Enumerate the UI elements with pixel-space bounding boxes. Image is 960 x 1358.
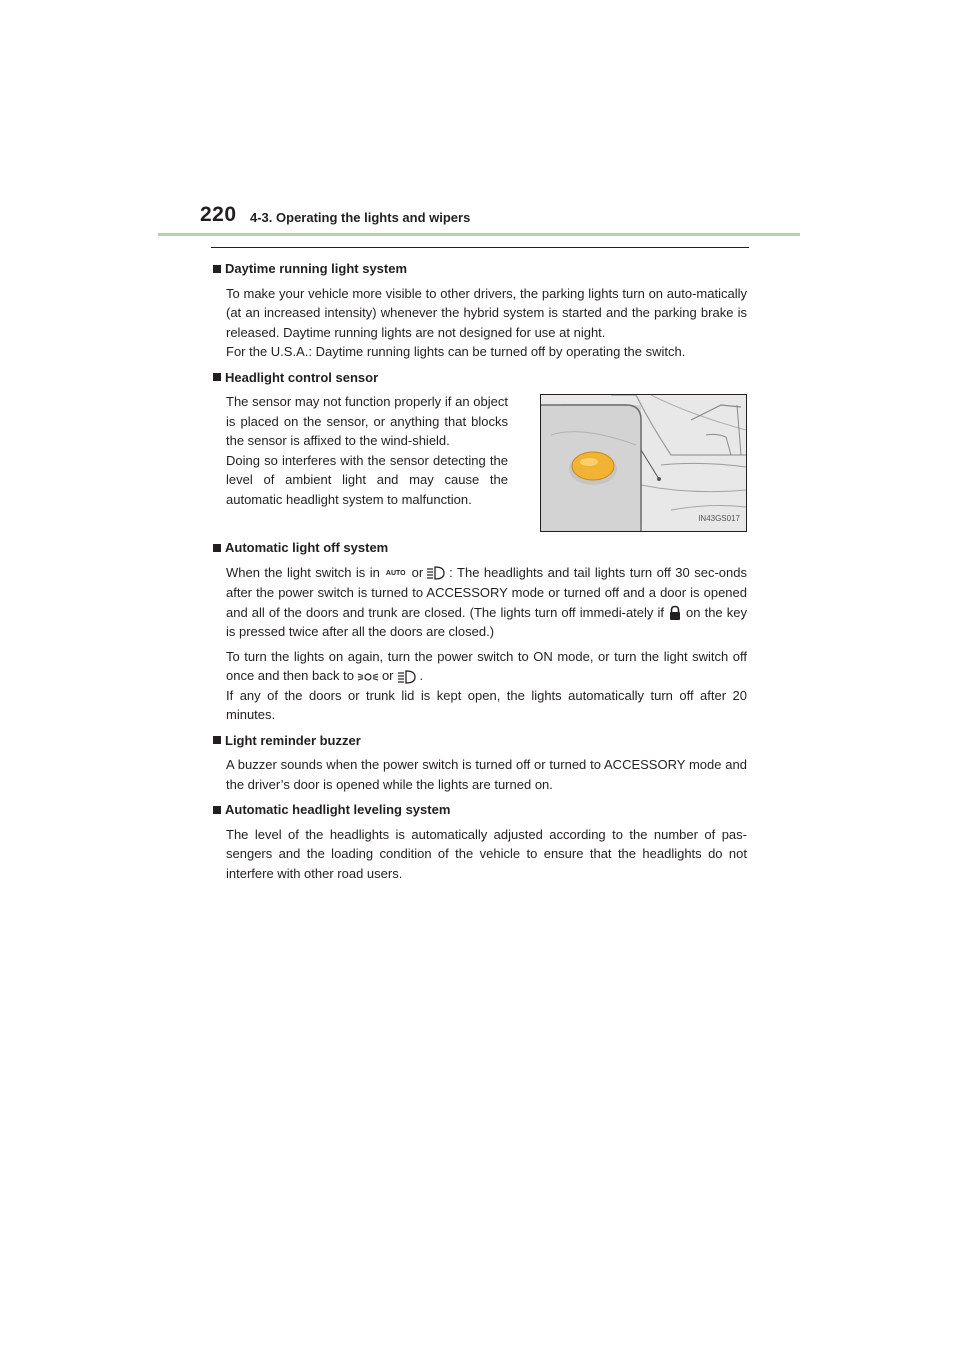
square-bullet-icon [213,806,221,814]
tail-light-icon [357,671,379,683]
section-automatic-headlight-leveling [213,800,747,883]
section-headlight-control-sensor [213,368,747,533]
section-heading: Daytime running light system [213,259,747,279]
section-heading: Automatic light off system [213,538,747,558]
header-rule [158,233,800,236]
figure-block [226,393,747,532]
lock-icon [667,605,683,621]
page-number: 220 [200,203,237,226]
paragraph: For the U.S.A.: Daytime running lights can be turned off by operating the switch. [226,344,686,359]
paragraph: When the light switch is in AUTO or : The headlights and tail lights turn off 30 sec-onds after the power switch is turned to ACCESSORY mode or turned off and a door is opened and all of the doors and trunk are closed. (The lights turn off immedi-ately if on the key is pressed twice after all the doors are closed.) [226,564,747,639]
square-bullet-icon [213,265,221,273]
paragraph: To make your vehicle more visible to other drivers, the parking lights turn on auto-matically (at an increased intensity) whenever the hybrid system is started and the parking brake is released. Daytime running lights are not designed for use at night. [226,285,747,340]
section-heading: Headlight control sensor [213,368,747,388]
section-light-reminder-buzzer [213,731,747,795]
paragraph: The sensor may not function properly if an object is placed on the sensor, or anything that blocks the sensor is affixed to the wind-shield. [226,394,508,448]
figure-code: IN43GS017 [698,513,740,523]
auto-light-icon: AUTO [385,569,406,577]
paragraph: Doing so interferes with the sensor detecting the level of ambient light and may cause the automatic headlight system to malfunction. [226,452,508,507]
section-heading: Automatic headlight leveling system [213,800,747,820]
square-bullet-icon [213,736,221,744]
section-heading: Light reminder buzzer [213,731,747,751]
square-bullet-icon [213,373,221,381]
section-automatic-light-off [213,538,747,725]
content-rule [211,247,749,248]
section-daytime-running-light [213,259,747,362]
section-title: 4-3. Operating the lights and wipers [250,210,471,225]
headlight-icon [397,670,417,684]
paragraph: A buzzer sounds when the power switch is turned off or turned to ACCESSORY mode and the driver’s door is opened while the lights are turned on. [226,757,747,792]
paragraph: To turn the lights on again, turn the power switch to ON mode, or turn the light switch off once and then back to or . If any of the doors or trunk lid is kept open, the lights automatically turn off after 20 minutes. [226,648,747,722]
sensor-illustration [540,394,747,532]
paragraph: The level of the headlights is automatically adjusted according to the number of pas-sengers and the loading condition of the vehicle to ensure that the headlights do not interfere with other road users. [226,826,747,881]
page-header [200,203,800,235]
page-content [213,259,747,889]
headlight-icon [426,566,446,580]
figure-description [226,392,508,532]
square-bullet-icon [213,544,221,552]
